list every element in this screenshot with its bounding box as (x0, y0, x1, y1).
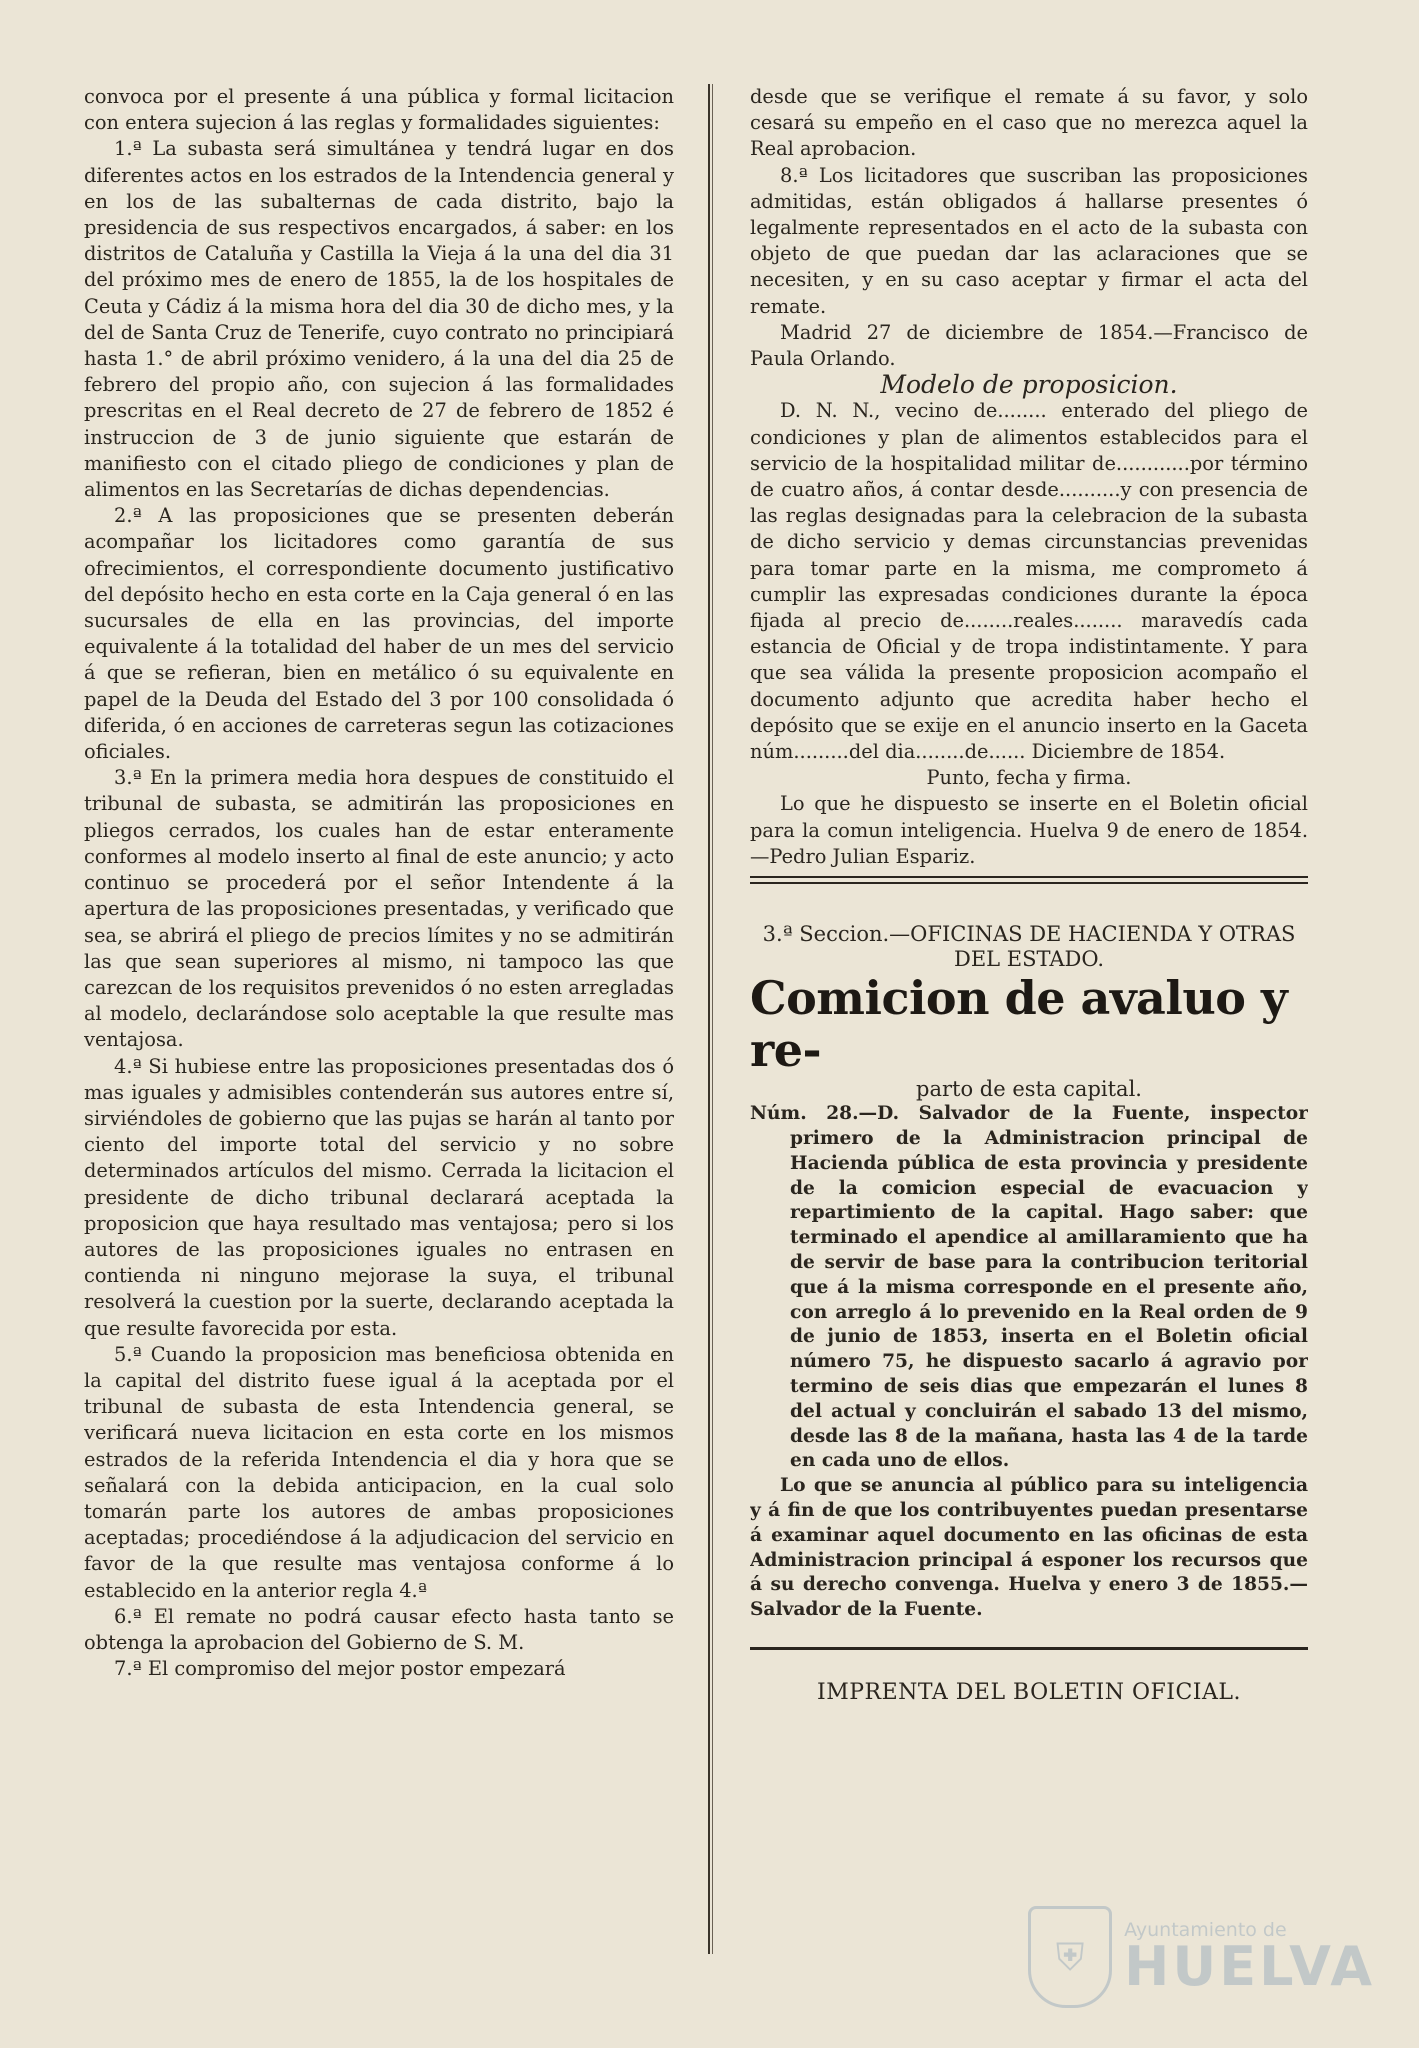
column-divider-inner (712, 84, 713, 1954)
right-column (750, 84, 1308, 1964)
imprint-line: IMPRENTA DEL BOLETIN OFICIAL. (817, 1680, 1241, 1706)
closing-paragraph: Lo que he dispuesto se inserte en el Boletin oficial para la comun inteligencia. Huelva 9 de enero de 1854.—Pedro Julian Espariz. (750, 792, 1308, 868)
paragraph-rule-4: 4.ª Si hubiese entre las proposiciones presentadas dos ó mas iguales y admisibles contenderán sus autores entre sí, sirviéndoles de gobierno que las pujas se harán al tanto por ciento del importe total del servicio y no sobre determinados artículos del mismo. Cerrada la licitacion el presidente de dicho tribunal declarará aceptada la proposicion que haya resultado mas ventajosa; pero si los autores de las proposiciones iguales no entrasen en contienda ni ninguno mejorase la suya, el tribunal resolverá la cuestion por la suerte, declarando aceptada la que resulte favorecida por esta. (84, 1054, 674, 1340)
paragraph-rule-8: 8.ª Los licitadores que suscriban las proposiciones admitidas, están obligados á hallarse presentes ó legalmente representados en el acto de la subasta con objeto de que puedan dar las aclaraciones que se necesiten, y en su caso aceptar y firmar el acta del remate. (750, 163, 1308, 318)
watermark-big-text: HUELVA (1124, 1934, 1375, 1998)
paragraph-rule-3: 3.ª En la primera media hora despues de constituido el tribunal de subasta, se admitirán las proposiciones en pliegos cerrados, los cuales han de estar enteramente conformes al modelo inserto al final de este anuncio; y acto continuo se procederá por el señor Intendente á la apertura de las proposiciones presentadas, y verificado que sea, se abrirá el pliego de precios límites y no se admitirán las que sean superiores al mismo, ni tampoco las que carezcan de los requisitos prevenidos ó no esten arregladas al modelo, declarándose solo aceptable la que resulte mas ventajosa. (84, 766, 674, 1052)
notice-title: Comicion de avaluo y re- (750, 971, 1288, 1078)
paragraph-rule-1: 1.ª La subasta será simultánea y tendrá lugar en dos diferentes actos en los estrados de la Intendencia general y en los de las subalternas de cada distrito, bajo la presidencia de sus respectivos encargados, á saber: en los distritos de Cataluña y Castilla la Vieja á la una del dia 31 del próximo mes de enero de 1855, la de los hospitales de Ceuta y Cádiz á la misma hora del dia 30 de dicho mes, y la del de Santa Cruz de Tenerife, cuyo contrato no principiará hasta 1.° de abril próximo venidero, á la una del dia 25 de febrero del propio año, con sujecion á las formalidades prescritas en el Real decreto de 27 de febrero de 1852 é instruccion de 3 de junio siguiente que estarán de manifiesto con el citado pliego de condiciones y plan de alimentos en las Secretarías de dichas dependencias. (84, 137, 674, 502)
paragraph-rule-5: 5.ª Cuando la proposicion mas beneficiosa obtenida en la capital del distrito fuese igual á la aceptada por el tribunal de subasta de esta Intendencia general, se verificará nueva licitacion en esta corte en los mismos estrados de la referida Intendencia el dia y hora que se señalará con la debida anticipacion, en la cual solo tomarán parte los autores de ambas proposiciones aceptadas; procediéndose á la adjudicacion del servicio en favor de la que resulte mas ventajosa conforme á lo establecido en la anterior regla 4.ª (84, 1342, 674, 1602)
shield-emblem-icon: ⛨ (1028, 1906, 1112, 2008)
section-heading-line-2: DEL ESTADO. (953, 947, 1105, 972)
watermark-logo (1028, 1906, 1375, 2008)
paragraph-continuation: desde que se verifique el remate á su favor, y solo cesará su empeño en el caso que no merezca aquel la Real aprobacion. (750, 85, 1308, 161)
model-proposal-text: D. N. N., vecino de........ enterado del pliego de condiciones y plan de alimentos establecidos para el servicio de la hospitalidad militar de............por término de cuatro años, á contar desde..........y con presencia de las reglas designadas para la celebracion de la subasta de dicho servicio y demas circunstancias prevenidas para tomar parte en la misma, me comprometo á cumplir las expresadas condiciones durante la época fijada al precio de........reales........ maravedís cada estancia de Oficial y de tropa indistintamente. Y para que sea válida la presente proposicion acompaño el documento adjunto que acredita haber hecho el depósito que se exije en el anuncio inserto en la Gaceta núm.........del dia........de...... Diciembre de 1854. (750, 399, 1308, 764)
signature-line: Punto, fecha y firma. (926, 766, 1132, 790)
section-heading-line-1: 3.ª Seccion.—OFICINAS DE HACIENDA Y OTRAS (762, 922, 1296, 947)
paragraph-rule-7: 7.ª El compromiso del mejor postor empezará (114, 1657, 566, 1681)
section-rule (750, 876, 1308, 884)
dateline-signature: Madrid 27 de diciembre de 1854.—Francisco de Paula Orlando. (750, 320, 1308, 371)
notice-body: Núm. 28.—D. Salvador de la Fuente, inspector primero de la Administracion principal de Hacienda pública de esta provincia y presidente de la comicion especial de evacuacion y repartimiento de la capital. Hago saber: que terminado el apendice al amillaramiento que ha de servir de base para la contribucion teritorial que á la misma corresponde en el presente año, con arreglo á lo prevenido en la Real orden de 9 de junio de 1853, inserta en el Boletin oficial número 75, he dispuesto sacarlo á agravio por termino de seis dias que empezarán el lunes 8 del actual y concluirán el sabado 13 del mismo, desde las 8 de la mañana, hasta las 4 de la tarde en cada uno de ellos. (750, 1103, 1308, 1472)
notice-subtitle: parto de esta capital. (916, 1077, 1142, 1102)
notice-body-continued: Lo que se anuncia al público para su inteligencia y á fin de que los contribuyentes puedan presentarse á examinar aquel documento en las oficinas de esta Administracion principal á esponer los recursos que á su derecho convenga. Huelva y enero 3 de 1855.—Salvador de la Fuente. (750, 1475, 1308, 1621)
paragraph-rule-2: 2.ª A las proposiciones que se presenten deberán acompañar los licitadores como garantía de sus ofrecimientos, el correspondiente documento justificativo del depósito hecho en esta corte en la Caja general ó en las sucursales de ella en las provincias, del importe equivalente á la totalidad del haber de un mes del servicio á que se refieran, bien en metálico ó su equivalente en papel de la Deuda del Estado del 3 por 100 consolidada ó diferida, ó en acciones de carreteras segun las cotizaciones oficiales. (84, 504, 674, 764)
column-divider (708, 84, 710, 1954)
paragraph-intro: convoca por el presente á una pública y formal licitacion con entera sujecion á las reglas y formalidades siguientes: (84, 85, 674, 135)
watermark-text (1124, 1918, 1375, 1998)
end-rule (750, 1647, 1308, 1654)
model-heading: Modelo de proposicion. (880, 370, 1178, 400)
left-column (84, 84, 674, 1924)
paragraph-rule-6: 6.ª El remate no podrá causar efecto hasta tanto se obtenga la aprobacion del Gobierno de S. M. (84, 1604, 674, 1654)
section-heading (750, 922, 1308, 972)
watermark-small-text: Ayuntamiento de (1124, 1918, 1287, 1941)
